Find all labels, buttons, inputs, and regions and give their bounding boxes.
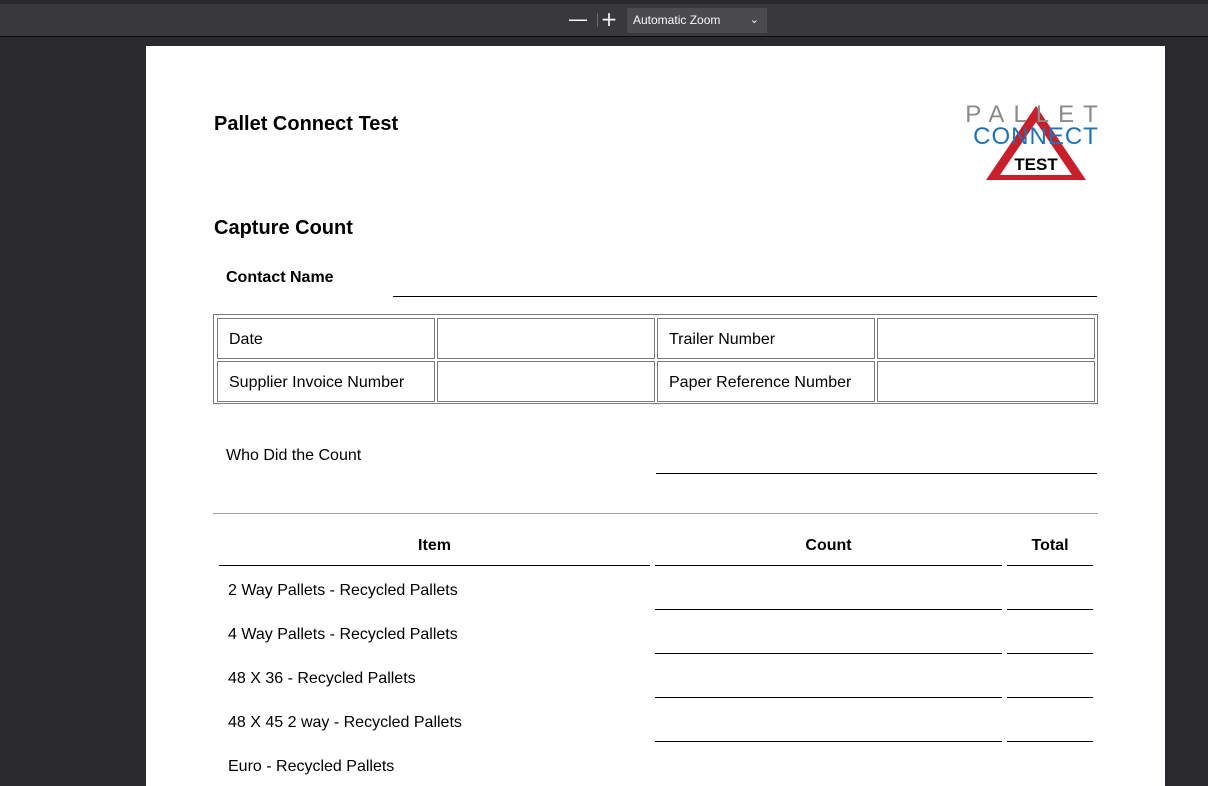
section-divider <box>213 513 1098 514</box>
item-label: 48 X 36 - Recycled Pallets <box>228 670 416 687</box>
total-field[interactable] <box>1007 609 1093 610</box>
zoom-select[interactable] <box>627 8 767 33</box>
item-label: Euro - Recycled Pallets <box>228 758 395 775</box>
count-field[interactable] <box>655 653 1002 654</box>
logo-graphic <box>966 98 1106 188</box>
trailer-number-label-cell <box>657 318 875 359</box>
total-field[interactable] <box>1007 653 1093 654</box>
zoom-out-button[interactable]: — <box>568 7 588 31</box>
contact-name-label: Contact Name <box>226 269 334 286</box>
supplier-invoice-label: Supplier Invoice Number <box>229 374 405 391</box>
pdf-page <box>146 46 1165 786</box>
zoom-in-button[interactable]: + <box>600 7 618 31</box>
pdf-toolbar <box>0 4 1208 37</box>
logo-line1: PALLET <box>966 101 1106 128</box>
count-field[interactable] <box>655 697 1002 698</box>
total-header-rule <box>1007 565 1093 566</box>
trailer-number-label: Trailer Number <box>669 331 776 348</box>
document-title: Pallet Connect Test <box>214 113 399 135</box>
item-header: Item <box>418 537 451 554</box>
who-did-count-field[interactable] <box>656 473 1097 474</box>
zoom-select-value: Automatic Zoom <box>633 13 721 27</box>
item-label: 2 Way Pallets - Recycled Pallets <box>228 582 458 599</box>
total-field[interactable] <box>1007 697 1093 698</box>
count-header-rule <box>655 565 1002 566</box>
logo-line2: CONNECT <box>973 123 1099 150</box>
count-field[interactable] <box>655 741 1002 742</box>
date-field[interactable] <box>437 318 655 359</box>
item-label: 4 Way Pallets - Recycled Pallets <box>228 626 458 643</box>
contact-name-field[interactable] <box>393 296 1097 297</box>
supplier-invoice-field[interactable] <box>437 361 655 402</box>
item-label: 48 X 45 2 way - Recycled Pallets <box>228 714 462 731</box>
supplier-invoice-label-cell <box>217 361 435 402</box>
total-field[interactable] <box>1007 741 1093 742</box>
total-header: Total <box>1031 537 1069 554</box>
logo-badge: TEST <box>1014 155 1058 174</box>
form-table <box>213 314 1098 404</box>
count-header: Count <box>805 537 852 554</box>
chevron-down-icon: ⌄ <box>749 14 759 26</box>
paper-reference-field[interactable] <box>877 361 1095 402</box>
pallet-connect-logo <box>966 98 1106 188</box>
date-label-cell <box>217 318 435 359</box>
count-field[interactable] <box>655 609 1002 610</box>
paper-reference-label: Paper Reference Number <box>669 374 852 391</box>
date-label: Date <box>229 331 263 348</box>
item-header-rule <box>219 565 650 566</box>
paper-reference-label-cell <box>657 361 875 402</box>
who-did-count-label: Who Did the Count <box>226 447 362 464</box>
section-title: Capture Count <box>214 217 353 239</box>
trailer-number-field[interactable] <box>877 318 1095 359</box>
